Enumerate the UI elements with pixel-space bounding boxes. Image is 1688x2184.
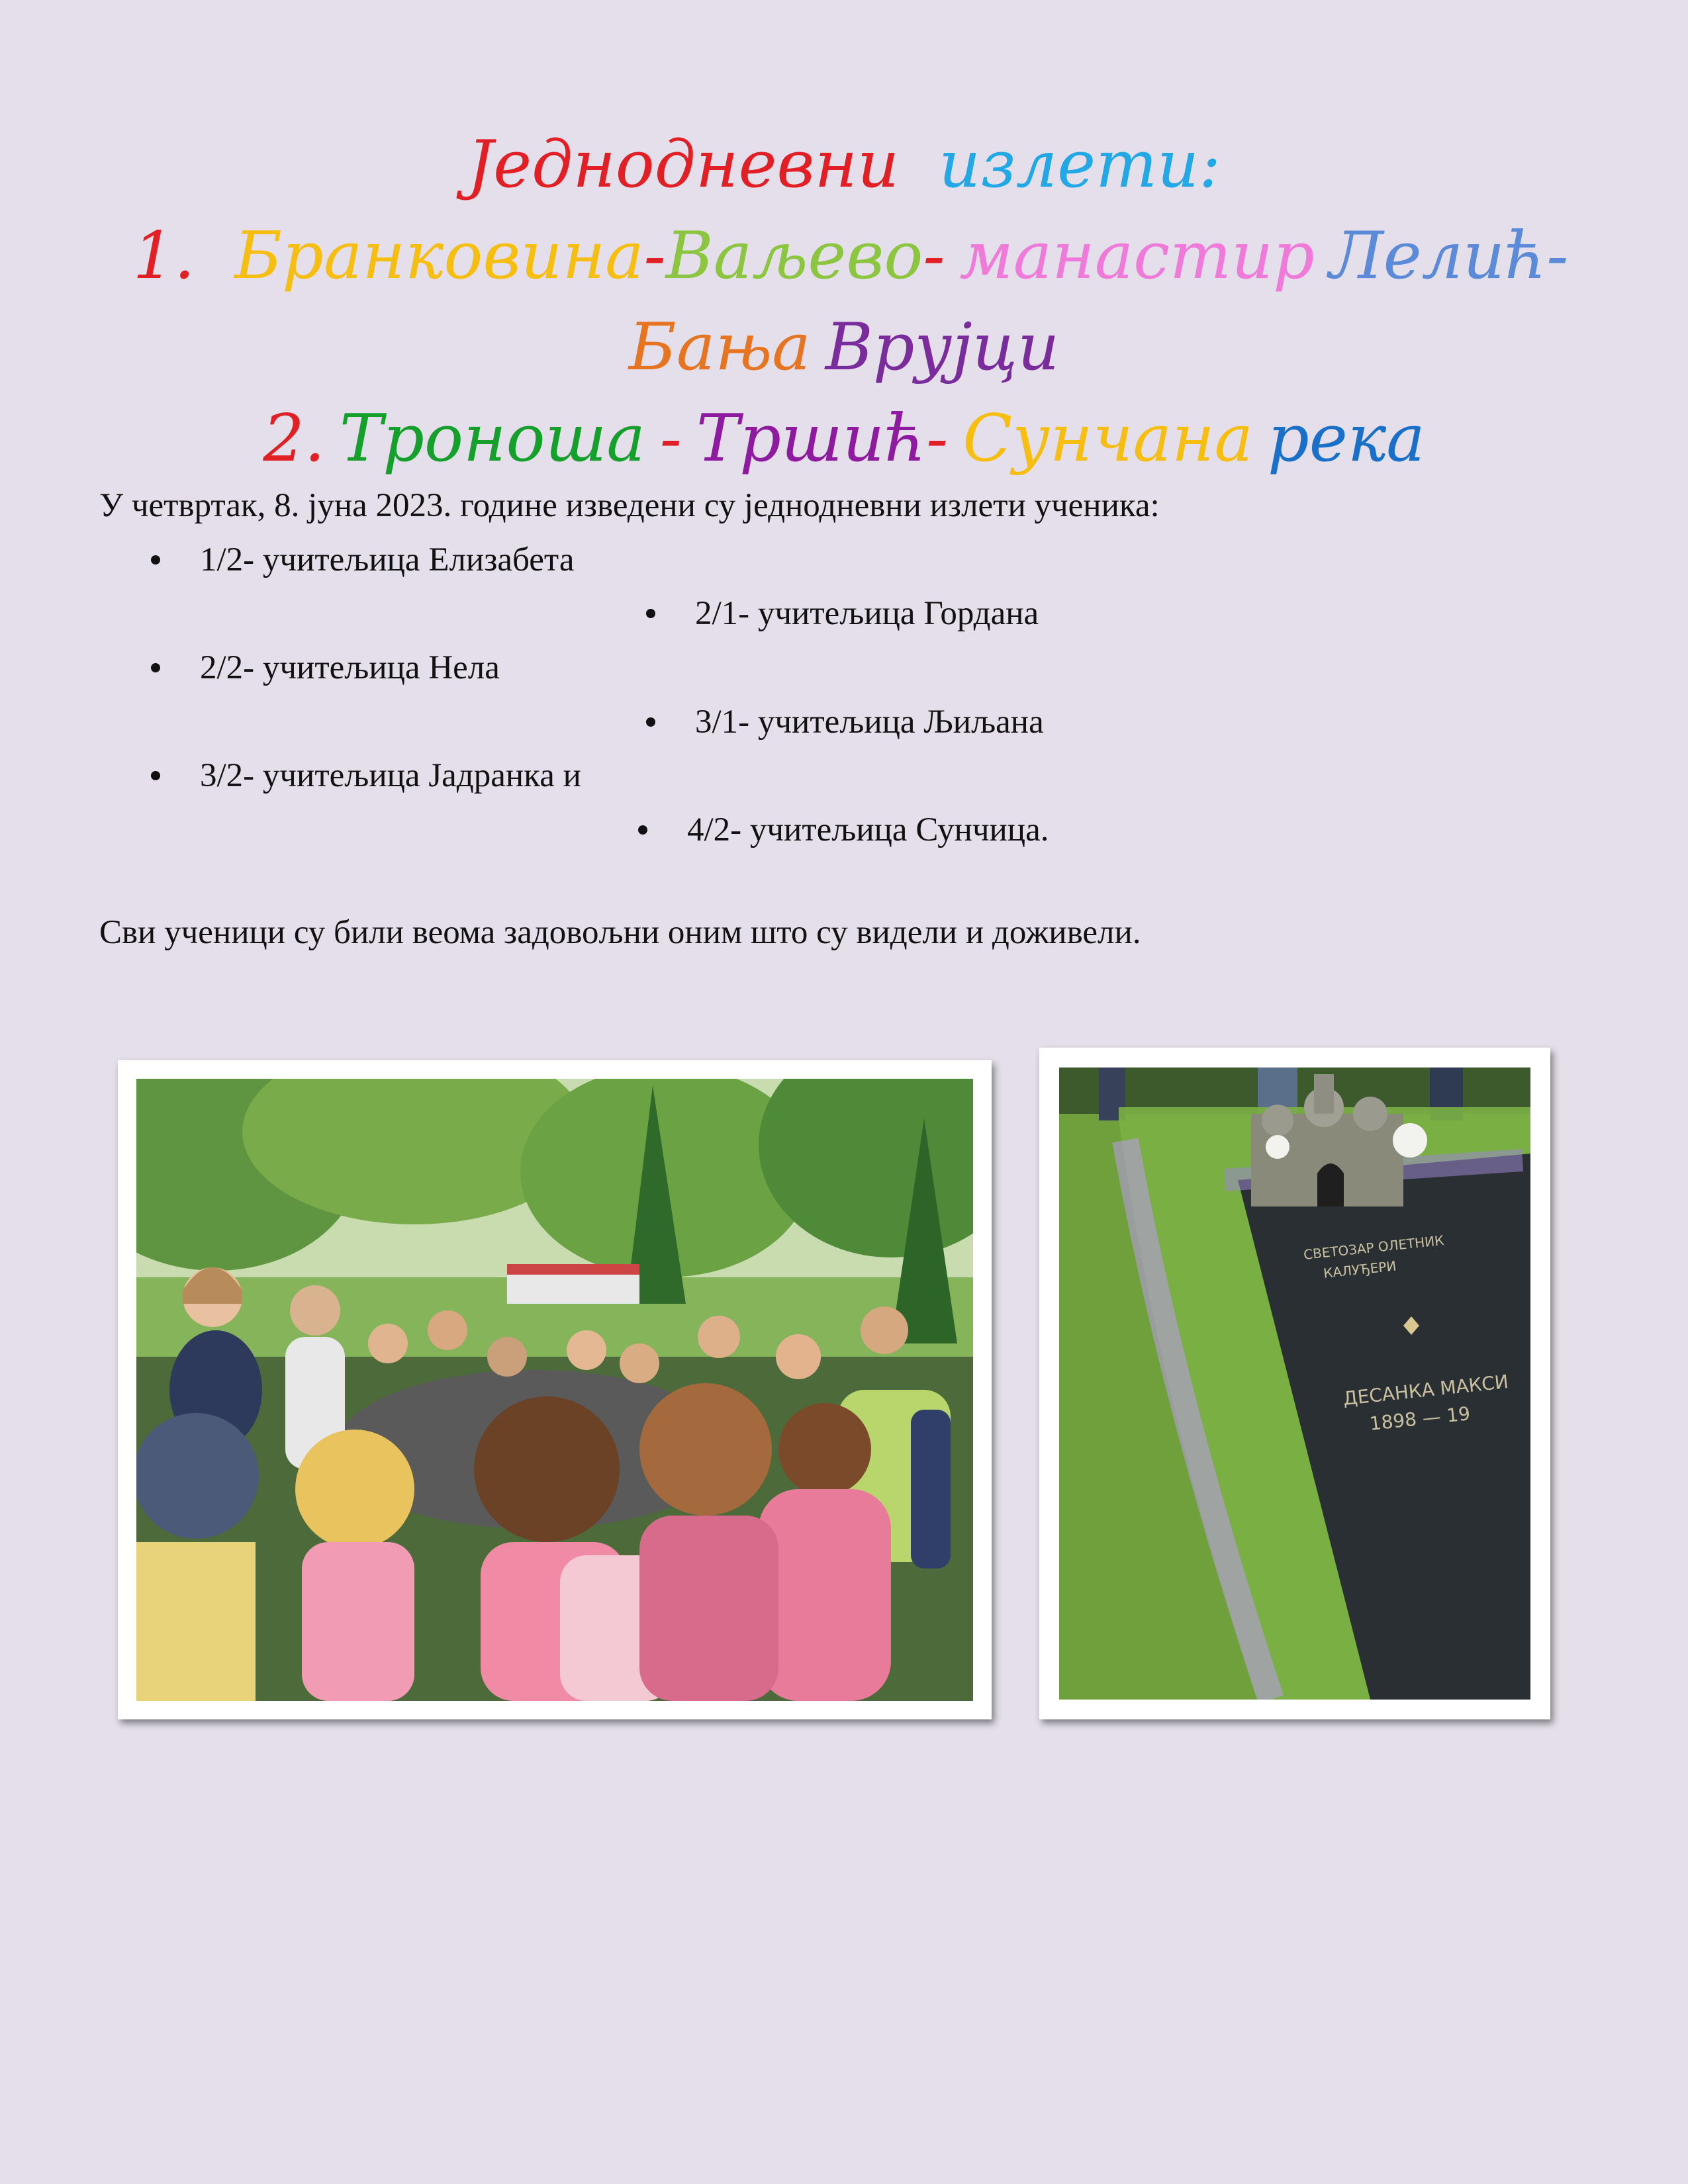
students-photo-illustration xyxy=(136,1079,973,1701)
bullet-icon xyxy=(638,825,647,835)
list-item-text: 3/2- учитељица Јадранка и xyxy=(200,757,581,794)
engraving-line-2: КАЛУЂЕРИ xyxy=(1323,1257,1397,1281)
title-word: Врујци xyxy=(825,310,1060,385)
list-item-text: 4/2- учитељица Сунчица. xyxy=(687,811,1049,848)
bullet-icon xyxy=(646,717,655,727)
list-item xyxy=(638,811,1049,849)
bullet-icon xyxy=(151,771,160,780)
bullet-icon xyxy=(151,663,160,672)
title-word: Лелић- xyxy=(1329,218,1569,294)
title-word: излети: xyxy=(939,127,1221,203)
photo-grave xyxy=(1039,1048,1550,1719)
list-item-text: 2/1- учитељица Гордана xyxy=(695,595,1039,632)
title-line-3 xyxy=(0,310,1688,406)
list-item-text: 3/1- учитељица Љиљана xyxy=(695,704,1044,741)
intro-paragraph: У четвртак, 8. јуна 2023. године изведени су једнодневни излети ученика: xyxy=(99,487,1160,524)
title-dash: - xyxy=(643,218,666,294)
title-word: манастир xyxy=(959,218,1315,294)
bullet-icon xyxy=(151,555,160,565)
list-item xyxy=(151,541,574,579)
title-line-2 xyxy=(13,218,1688,315)
title-line-1 xyxy=(0,127,1688,224)
grave-photo-illustration xyxy=(1059,1068,1530,1700)
title-word: Троноша xyxy=(339,401,645,477)
list-item-text: 1/2- учитељица Елизабета xyxy=(200,541,575,578)
bullet-icon xyxy=(646,609,655,618)
engraving-line-1: СВЕТОЗАР ОЛЕТНИК xyxy=(1303,1232,1445,1263)
list-item xyxy=(151,756,581,795)
title-word: Сунчана xyxy=(962,401,1253,477)
photo-students xyxy=(118,1060,992,1719)
list-item xyxy=(151,649,500,687)
title-word: Бранковина xyxy=(234,218,644,294)
closing-paragraph: Сви ученици су били веома задовољни оним што су видели и доживели. xyxy=(99,914,1141,951)
title-word: Тршић xyxy=(696,401,927,477)
engraving-line-4: 1898 — 19 xyxy=(1368,1402,1472,1435)
list-item xyxy=(646,703,1044,741)
title-word: Једнодневни xyxy=(467,127,900,203)
engraving-line-3: ДЕСАНКА МАКСИ xyxy=(1342,1370,1510,1410)
title-number: 2. xyxy=(263,401,325,477)
list-item-text: 2/2- учитељица Нела xyxy=(200,649,500,686)
title-word: река xyxy=(1267,401,1425,477)
list-item xyxy=(646,594,1039,633)
title-word: Ваљево xyxy=(665,218,923,294)
title-dash: - xyxy=(923,218,945,294)
title-dash: - xyxy=(659,401,682,477)
title-number: 1. xyxy=(132,218,195,294)
page-title xyxy=(0,127,1688,498)
title-line-4 xyxy=(0,401,1688,498)
title-dash: - xyxy=(926,401,949,477)
title-word: Бања xyxy=(628,310,811,385)
